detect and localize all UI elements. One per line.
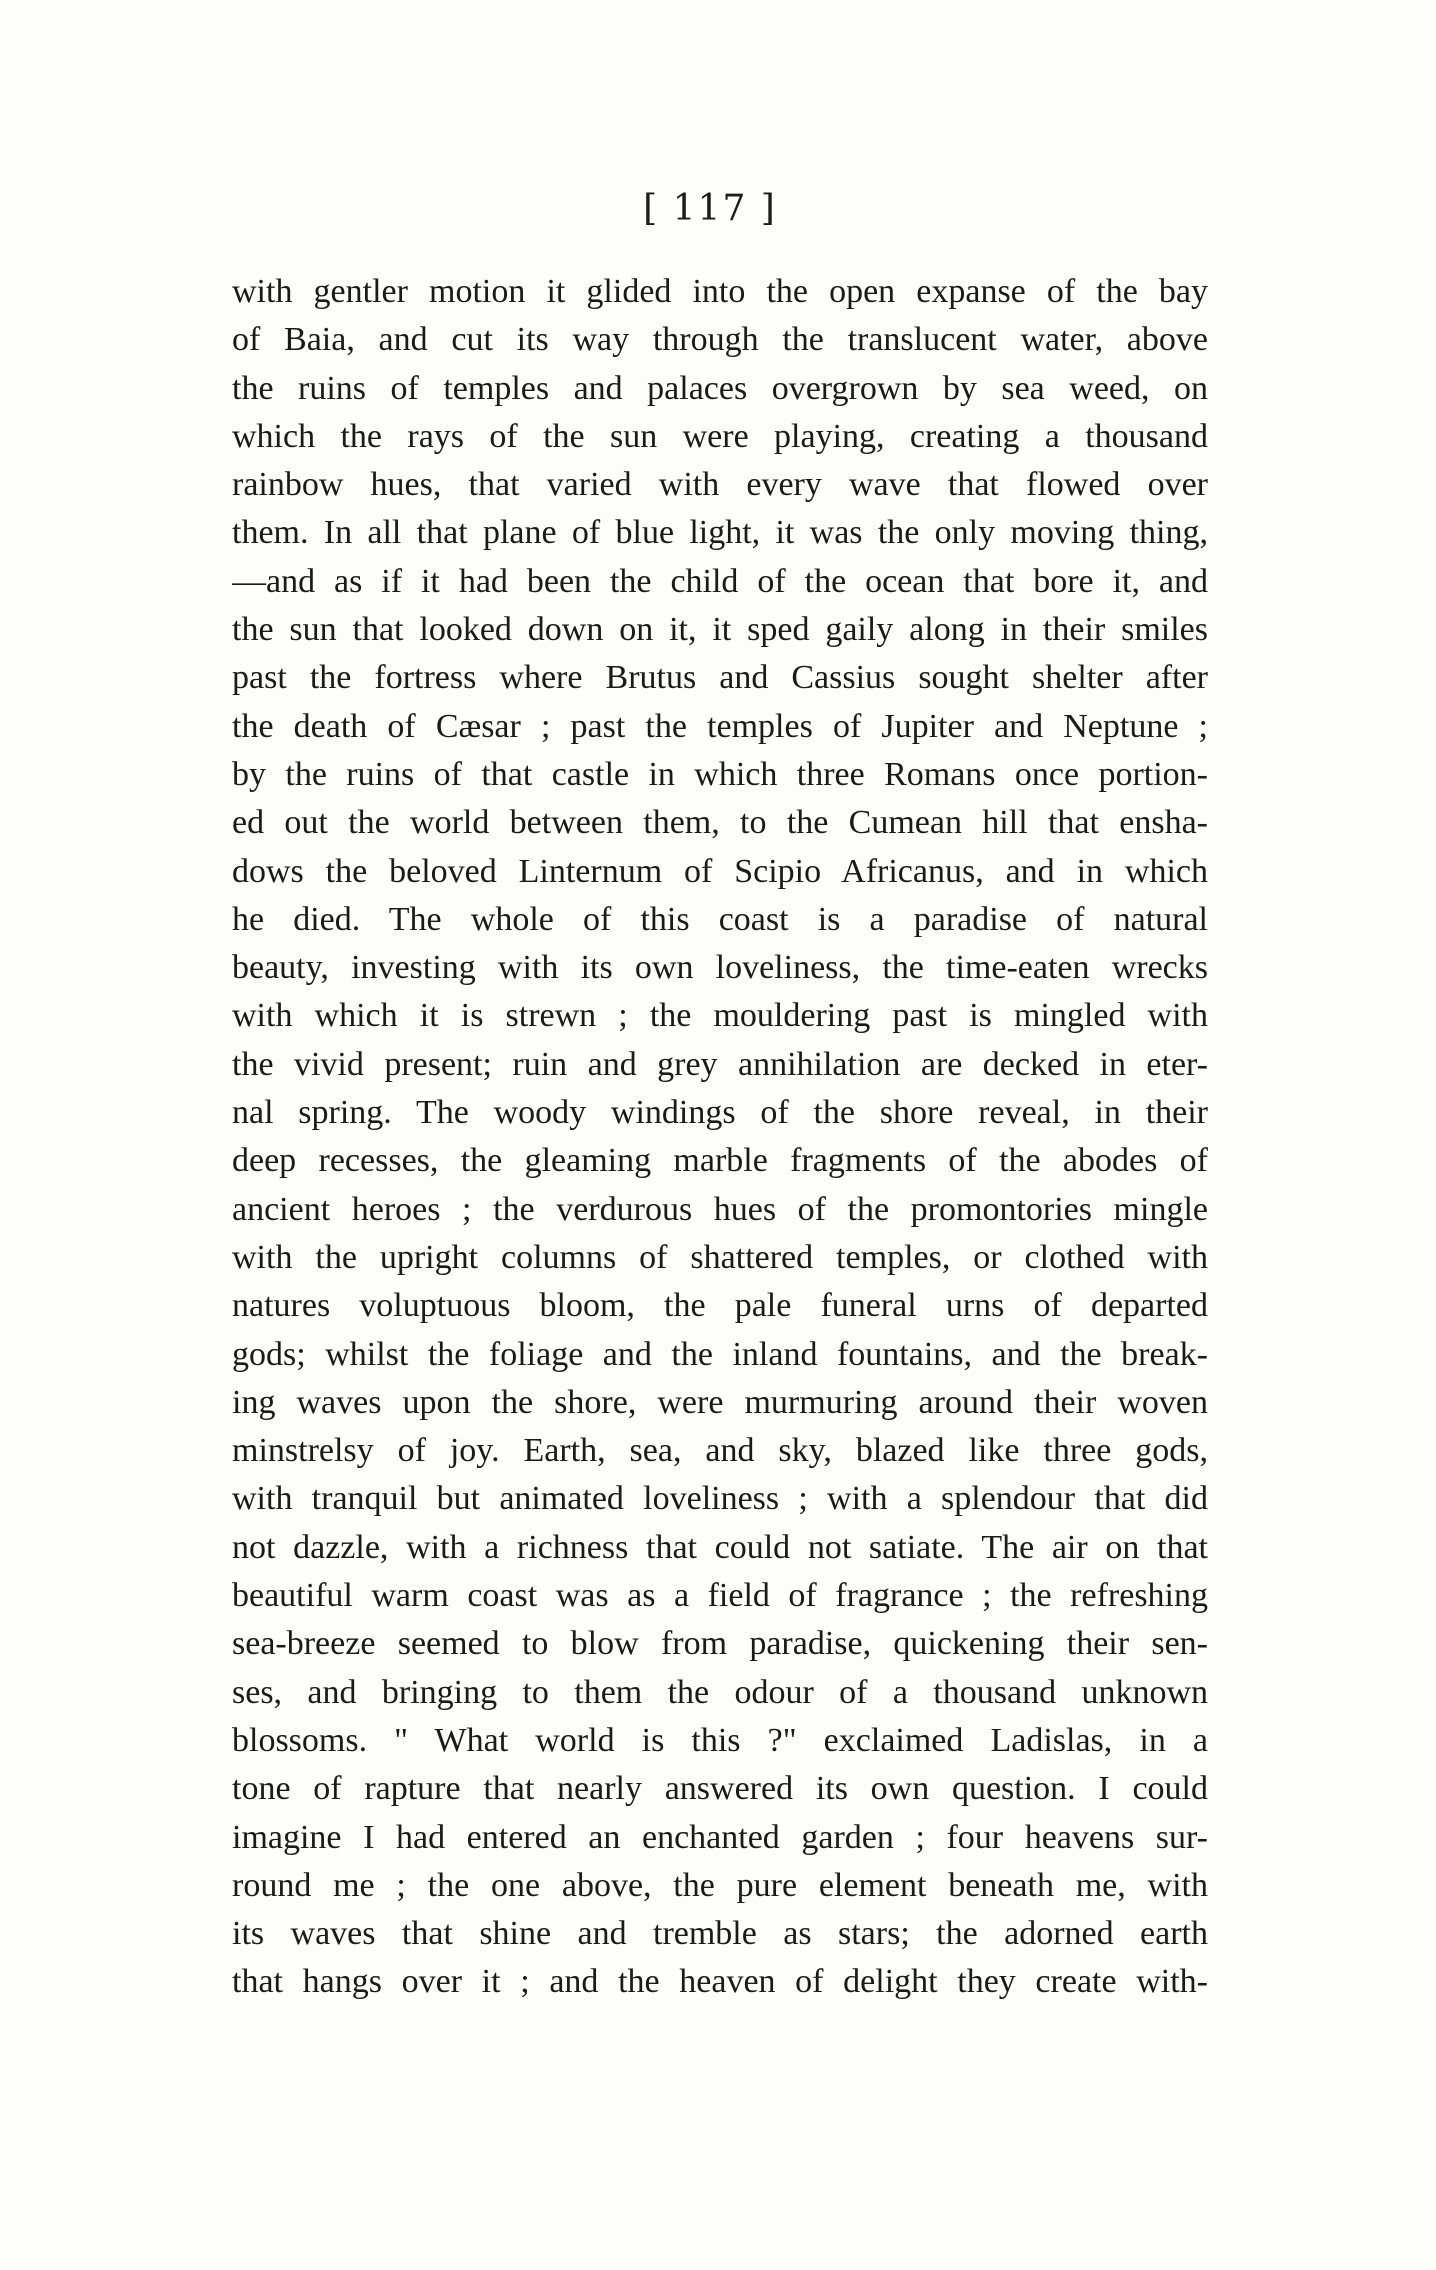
text-line: tone of rapture that nearly answered its own question. I could xyxy=(232,1770,1208,1808)
text-line: ing waves upon the shore, were murmuring around their woven xyxy=(232,1383,1208,1421)
text-line: ses, and bringing to them the odour of a thousand unknown xyxy=(232,1673,1208,1711)
text-line: he died. The whole of this coast is a paradise of natural xyxy=(232,900,1208,938)
text-line: ancient heroes ; the verdurous hues of the promontories mingle xyxy=(232,1190,1208,1228)
text-line: not dazzle, with a richness that could not satiate. The air on that xyxy=(232,1528,1208,1566)
text-line: of Baia, and cut its way through the translucent water, above xyxy=(232,321,1208,359)
text-line: them. In all that plane of blue light, it was the only moving thing, xyxy=(232,514,1208,552)
text-line: imagine I had entered an enchanted garden ; four heavens sur- xyxy=(232,1818,1208,1856)
text-line: beauty, investing with its own loveliness, the time-eaten wrecks xyxy=(232,949,1208,987)
text-line: dows the beloved Linternum of Scipio Africanus, and in which xyxy=(232,852,1208,890)
text-line: —and as if it had been the child of the ocean that bore it, and xyxy=(232,562,1208,600)
text-line: with which it is strewn ; the mouldering past is mingled with xyxy=(232,997,1208,1035)
text-line: with the upright columns of shattered temples, or clothed with xyxy=(232,1238,1208,1276)
text-line: sea-breeze seemed to blow from paradise, quickening their sen- xyxy=(232,1625,1208,1663)
text-line: the death of Cæsar ; past the temples of Jupiter and Neptune ; xyxy=(232,707,1208,745)
text-line: rainbow hues, that varied with every wave that flowed over xyxy=(232,466,1208,504)
text-line: blossoms. " What world is this ?" exclaimed Ladislas, in a xyxy=(232,1721,1208,1759)
text-line: ed out the world between them, to the Cumean hill that ensha- xyxy=(232,804,1208,842)
text-line: deep recesses, the gleaming marble fragments of the abodes of xyxy=(232,1142,1208,1180)
text-line: the ruins of temples and palaces overgrown by sea weed, on xyxy=(232,369,1208,407)
text-line: which the rays of the sun were playing, creating a thousand xyxy=(232,417,1208,455)
text-line: by the ruins of that castle in which three Romans once portion- xyxy=(232,755,1208,793)
text-line: the sun that looked down on it, it sped gaily along in their smiles xyxy=(232,611,1208,649)
page-number: [ 117 ] xyxy=(643,188,777,229)
text-line: natures voluptuous bloom, the pale funeral urns of departed xyxy=(232,1287,1208,1325)
text-line: that hangs over it ; and the heaven of delight they create with- xyxy=(232,1963,1208,2001)
text-line: with tranquil but animated loveliness ; with a splendour that did xyxy=(232,1480,1208,1518)
text-line: round me ; the one above, the pure element beneath me, with xyxy=(232,1866,1208,1904)
text-line: with gentler motion it glided into the open expanse of the bay xyxy=(232,273,1208,310)
text-line: beautiful warm coast was as a field of fragrance ; the refreshing xyxy=(232,1577,1208,1615)
text-line: its waves that shine and tremble as stars; the adorned earth xyxy=(232,1915,1208,1953)
text-line: minstrelsy of joy. Earth, sea, and sky, blazed like three gods, xyxy=(232,1432,1208,1470)
text-line: the vivid present; ruin and grey annihilation are decked in eter- xyxy=(232,1045,1208,1083)
text-line: past the fortress where Brutus and Cassius sought shelter after xyxy=(232,659,1208,697)
text-line: nal spring. The woody windings of the shore reveal, in their xyxy=(232,1094,1208,1132)
text-line: gods; whilst the foliage and the inland fountains, and the break- xyxy=(232,1335,1208,1373)
body-text xyxy=(232,268,1208,2007)
